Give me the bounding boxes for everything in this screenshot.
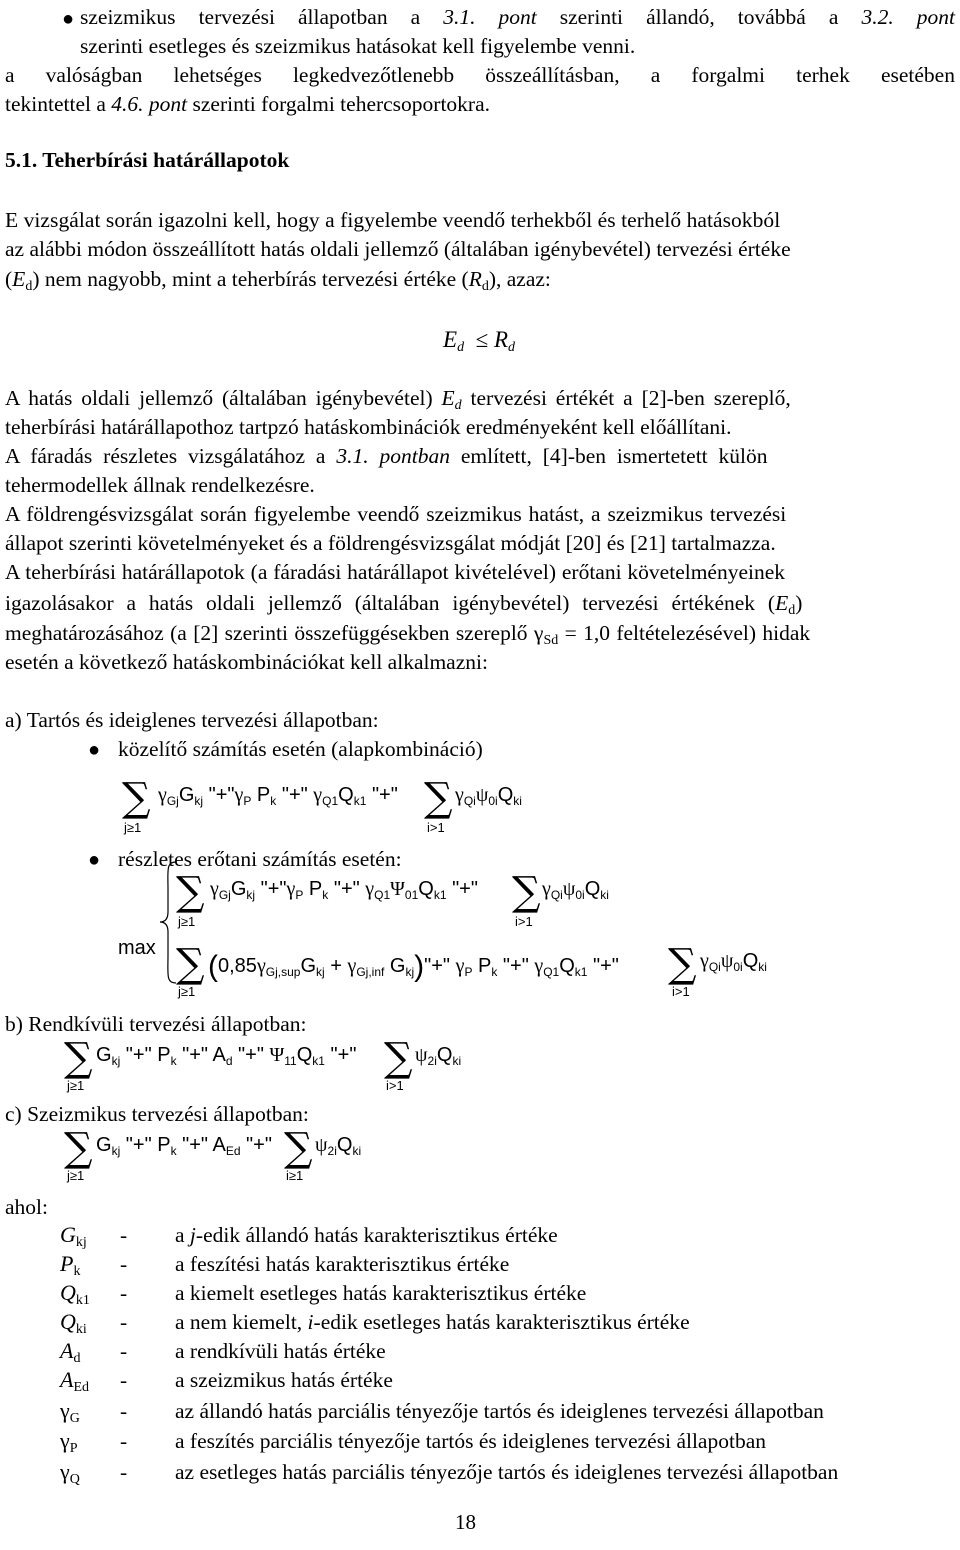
intro-line-2: szerinti esetleges és szeizmikus hatásokat kell figyelembe venni. — [80, 34, 636, 58]
intro-line-4: tekintettel a 4.6. pont szerinti forgalmi tehercsoportokra. — [5, 92, 491, 116]
intro-line-1: szeizmikus tervezési állapotban a 3.1. pont szerinti állandó, továbbá a 3.2. pont — [80, 5, 955, 29]
p2-line-4: tehermodellek állnak rendelkezésre. — [5, 473, 315, 497]
bullet-icon: ● — [88, 849, 101, 871]
p2-line-1: A hatás oldali jellemző (általában igénybevétel) $E_d$ tervezési értékét a [2]-ben szereplő, — [5, 386, 791, 413]
equation-ed-le-rd: $E_d \le R_d$ — [443, 327, 515, 355]
p2-line-2: teherbírási határállapothoz tartpzó hatáskombinációk eredményeként kell előállítani. — [5, 415, 732, 439]
section-heading: 5.1. Teherbírási határállapotok — [5, 148, 290, 172]
intro-line-3: a valóságban lehetséges legkedvezőtlenebb összeállításban, a forgalmi terhek esetében — [5, 63, 955, 87]
bullet-icon: ● — [88, 739, 101, 761]
case-a-bullet-2: részletes erőtani számítás esetén: — [118, 847, 402, 871]
case-a-bullet-1: közelítő számítás esetén (alapkombináció) — [118, 737, 483, 761]
p1-line-2: az alábbi módon összeállított hatás oldali jellemző (általában igénybevétel) tervezési értéke — [5, 237, 791, 261]
p1-line-1: E vizsgálat során igazolni kell, hogy a figyelembe veendő terhekből és terhelő hatásokból — [5, 208, 781, 232]
page-number: 18 — [455, 1510, 476, 1534]
p1-line-3: $(E_d)$ nem nagyobb, mint a teherbírás tervezési értéke $(R_d)$, azaz: — [5, 267, 551, 294]
case-a-label: a) Tartós és ideiglenes tervezési állapotban: — [5, 708, 379, 732]
bullet-icon: ● — [62, 8, 75, 30]
ahol-label: ahol: — [5, 1195, 48, 1219]
p2-line-10: esetén a következő hatáskombinációkat kell alkalmazni: — [5, 650, 488, 674]
p2-line-3: A fáradás részletes vizsgálatához a 3.1. pontban említett, [4]-ben ismertetett külön — [5, 444, 768, 468]
p2-line-7: A teherbírási határállapotok (a fáradási határállapot kivételével) erőtani követelményeinek — [5, 560, 786, 584]
brace-icon — [158, 860, 178, 985]
p2-line-9: meghatározásához (a [2] szerinti összefüggésekben szereplő $\gamma_{Sd} = 1,0$ feltételezésével) hidak — [5, 621, 811, 648]
p2-line-6: állapot szerinti követelményeket és a földrengésvizsgálat módját [20] és [21] tartalmazza. — [5, 531, 776, 555]
p2-line-5: A földrengésvizsgálat során figyelembe veendő szeizmikus hatást, a szeizmikus tervezési — [5, 502, 787, 526]
case-b-label: b) Rendkívüli tervezési állapotban: — [5, 1012, 307, 1036]
p2-line-8: igazolásakor a hatás oldali jellemző (általában igénybevétel) tervezési értékének $(E_d)$ — [5, 591, 803, 618]
case-c-label: c) Szeizmikus tervezési állapotban: — [5, 1102, 309, 1126]
